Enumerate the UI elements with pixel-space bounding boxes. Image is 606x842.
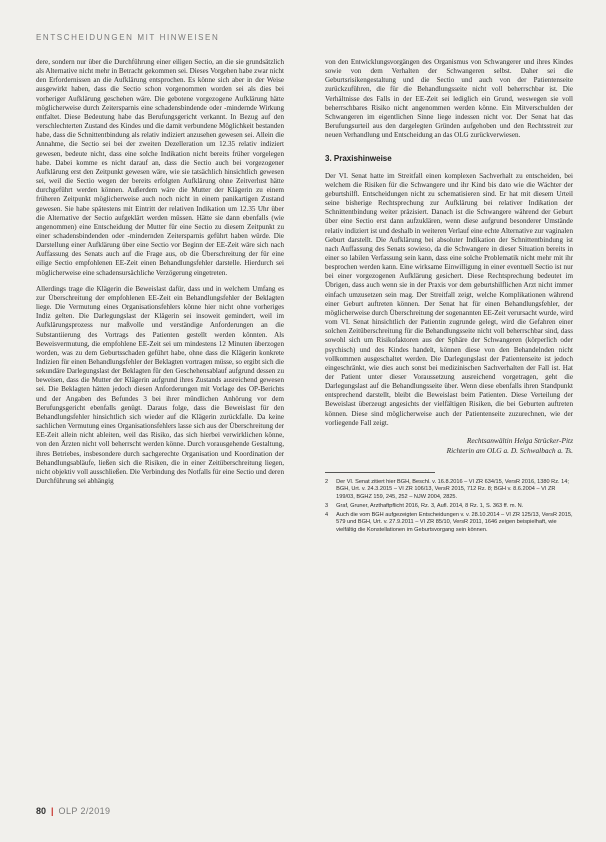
footnote-divider [325,472,435,473]
footnote-number: 4 [325,512,329,519]
footnote-text: Der VI. Senat zitiert hier BGH, Beschl. v. 16.8.2016 – VI ZR 634/15, VersR 2016, 1380 Rz. 14; BGH, Urt. v. 24.3.2015 – VI ZR 106/13, VersR 2015, 712 Rz. 8; BGH v. 8.6.2004 – VI ZR 199/03, BGHZ 159, 245, 252 – NJW 2004, 2825. [336,478,569,500]
section-heading: 3. Praxishinweise [325,154,392,164]
body-paragraph: dere, sondern nur über die Durchführung einer eiligen Sectio, an die sie grundsätzlich als Alternative nicht mehr in Betracht gekommen sei. Dieses Vorgehen habe zwar nicht den Erfordernissen an die Aufklärung entsprochen. Es könne sich aber in der Weise ausgewirkt haben, dass die Sectio schon vorgenommen worden sei als dies bei vorheriger Aufklärung geschehen wäre. Die gebotene vorgezogene Aufklärung hätte möglicherweise durch Zeitersparnis eine schadensbindende oder -mindernde Wirkung entfaltet. Diese Bedeutung habe das Berufungsgericht verkannt. In Bezug auf den verschlechterten Zustand des Kindes und die damit verbundene Möglichkeit bestanden habe, dass die Schnittentbindung als relativ indiziert anzusehen gewesen sei. Allein die Annahme, die Sectio sei bei der zweiten Dezelleration um 12.35 relativ indiziert gewesen, bedeute nicht, dass eine solche Indikation nicht bereits früher vorgelegen habe. Dabei komme es nicht darauf an, dass die Sectio auch bei vorgezogener Aufklärung erst den Zeitpunkt gewesen wäre, wie sie tatsächlich hinsichtlich gewesen sei, weil die Sectio wegen der bereits erfolgten Aufklärung ohne Zeitverlust hätte durchgeführt werden können. Außerdem wäre die Mutter der Klägerin zu einem früheren Zeitpunkt möglicherweise auch noch nicht in einem panikartigen Zustand gewesen. Sie habe spätestens mit Eintritt der relativen Indikation um 12.35 Uhr über die Alternative der Sectio aufgeklärt werden müssen. Hätte sie dann ebenfalls (wie angenommen) eine Entscheidung der Mutter für eine Sectio zu diesem Zeitpunkt zu einer schadensbindenden oder -mindernden Zeitersparnis geführt haben würde. Die Darstellung einer Aufklärung über eine Sectio vor Beginn der EE-Zeit wäre sich nach Auffassung des Senats auch auf die Frage aus, ob die Überschreitung der für eine eilige Sectio empfohlenen EE-Zeit einen Behandlungsfehler darstelle. Hierdurch sei möglicherweise eine schadensursächliche Verzögerung eingetreten. [36,58,284,277]
author-name: Rechtsanwältin Helga Strücker-Pitz [466,435,573,445]
body-paragraph: Allerdings trage die Klägerin die Beweislast dafür, dass und in welchem Umfang es zur Überschreitung der empfohlenen EE-Zeit ein Behandlungsfehler der Beklagten liege. Die Vermutung eines Organisationsfehlers könne hier nicht ohne vorheriges Indiz gelten. Die Darlegungslast der Klägerin sei insoweit gemindert, weil im Aufklärungsprozess nur maßvolle und verständige Anforderungen an die Substantiierung des Vortrags des Patienten gestellt werden könnten. Als Beweisvermutung, die empfohlene EE-Zeit sei um mindestens 12 Minuten überzogen worden, was zu dem Geburtsschaden geführt habe, ohne dass die Klägerin konkrete Indizien für einen Behandlungsfehler der Beklagten vortragen müsse, so ergibt sich die sekundäre Darlegungslast der Beklagten für den Geschehensablauf aufgrund dessen zu beweisen, dass die Mutter der Klägerin aufgrund ihres Zustands ausreichend gewesen sei. Die Beklagten hätten jedoch diesen Anforderungen mit Vorlage des OP-Berichts und der Angaben des Befundes 3 bei ihrer mündlichen Anhörung vor dem Berufungsgericht ebenfalls genügt. Daraus folge, dass die Beweislast für den Behandlungsfehler hinsichtlich sich wieder auf die Klägerin zurückfalle. Da keine sachlichen Vermutung eines Organisationsfehlers lasse sich aus der Überschreitung der EE-Zeit allein nicht ableiten, weil das Risiko, das sich hierbei verwirklichen könne, von den Ärzten nicht voll beherrscht werden könne. Durch vorausgehende Gestaltung, ihres Betriebes, insbesondere durch sachgerechte Organisation und Koordination der Behandlungsabläufe, ließen sich die Risiken, die in einer Zeitüberschreitung liegen, nicht objektiv voll ausschließen. Die Verbindung des Notfalls für eine Sectio und deren Durchführung sei abhängig [36,284,284,486]
footnote-text: Auch die vom BGH aufgezeigten Entscheidungen v. v. 28.10.2014 – VI ZR 125/13, VersR 2015, 579 und BGH, Urt. v. 27.9.2011 – VI ZR 85/10, VersR 2011, 1646 zeigen beispielhaft, wie vielfältig die Konstellationen im Geburtsvorgang sein können. [336,512,573,533]
footnote-text: Graf, Gruner, Arzthaftpflicht 2016, Rz. 3, Aufl. 2014, 8 Rz. 1, S. 363 ff. m. N. [336,502,524,509]
footer-separator: | [51,806,54,816]
page-footer [36,806,110,816]
running-header: ENTSCHEIDUNGEN MIT HINWEISEN [36,33,220,42]
footnote-number: 2 [325,478,329,485]
page-number: 80 [36,806,47,816]
footnote-number: 3 [325,502,329,509]
author-signature [325,436,573,456]
footnote [325,479,573,501]
left-column [36,58,284,824]
body-paragraph: von den Entwicklungsvorgängen des Organismus von Schwangerer und ihres Kindes sowie von dem Verhalten der Schwangeren selbst. Daher sei die Geburtsrisikengestaltung und die Sectio und auch von der Patientenseite zurückzuführen, die für die Behandlungsseite nicht voll beherrschbar ist. Die Verhältnisse des Falls in der EE-Zeit sei lediglich ein Grund, weswegen sie voll beherrschbares Risiko nicht angenommen werden könne. Ein Mitverschulden der Schwangeren im eigentlichen Sinne liege indessen nicht vor. Der Senat hat das Berufungsurteil aus den dargelegten Gründen aufgehoben und den Rechtsstreit zur neuen Verhandlung und Entscheidung an das OLG zurückverwiesen. [325,58,573,140]
issue-label: OLP 2/2019 [58,806,111,816]
footnote [325,512,573,534]
author-title: Richterin am OLG a. D. Schwalbach a. Ts. [446,445,573,455]
body-paragraph: Der VI. Senat hatte im Streitfall einen komplexen Sachverhalt zu entscheiden, bei welchem die Risiken für die Schwangere und ihr Kind bis dato wie die Wächter der geburtshilfl. Entscheidungen nicht zu schematisieren sind. Er hat mit diesem Urteil seine bisherige Rechtsprechung zur Aufklärung bei relativer Indikation der Schnittentbindung weiter präzisiert. Danach ist die Schwangere während der Geburt über eine Sectio erst dann aufzuklären, wenn diese aufgrund besonderer Umstände relativ indiziert ist und deshalb in weiteren Verlauf eine echte Alternative zur vaginalen Geburt darstellt. Die Aufklärung bei absoluter Indikation der Schnittentbindung ist nach Auffassung des Senats sowieso, da die Schwangere in dieser Situation bereits in einer so labilen Verfassung sein kann, dass eine solche Problematik nicht mehr mit ihr besprochen werden kann. Eine wirksame Einwilligung in einer eventuell Sectio ist nur bei einer vorgezogenen Aufklärung gesichert. Diese Rechtsprechung bedeutet im Übrigen, dass auch wenn sie in der Praxis vor dem geburtshilflichen Arzt nicht immer einfach umzusetzen sein mag. Der Streitfall zeigt, welche Komplikationen während einer Geburt auftreten können. Der Senat hat für einen Behandlungsfehler, der möglicherweise durch Überschreitung der sogenannten EE-Zeit verursacht wurde, wird vom VI. Senat hinsichtlich der Patientin zugrunde gelegt, wird die Gefahren einer solchen Zeitüberschreitung für die Behandlungsseite nicht voll beherrschbar sind, dass sowohl sich um Risikofaktoren aus der Sphäre der Schwangeren (körperlich oder psychisch) und des Kindes handelt, können diese von den Behandelnden nicht vollkommen ausgeschaltet werden. Die Darlegungslast der Patientenseite ist jedoch eingeschränkt, wie dies auch sonst bei medizinischen Sachverhalten der Fall ist. Hat der Patient unter dieser Voraussetzung ausreichend vorgetragen, geht die Darlegungslast auf die Behandlungsseite über. Wenn diese ebenfalls ihren Standpunkt entsprechend darstellt, bleibt die Beweislast beim Patienten. Diese Verteilung der Beweislast überzeugt angesichts der vielfältigen Risiken, die bei Geburten auftreten können. Diese sind möglicherweise auch der Patientenseite zuzurechnen, wie der vorliegende Fall zeigt. [325,171,573,427]
right-column [325,58,573,828]
footnote [325,503,573,510]
